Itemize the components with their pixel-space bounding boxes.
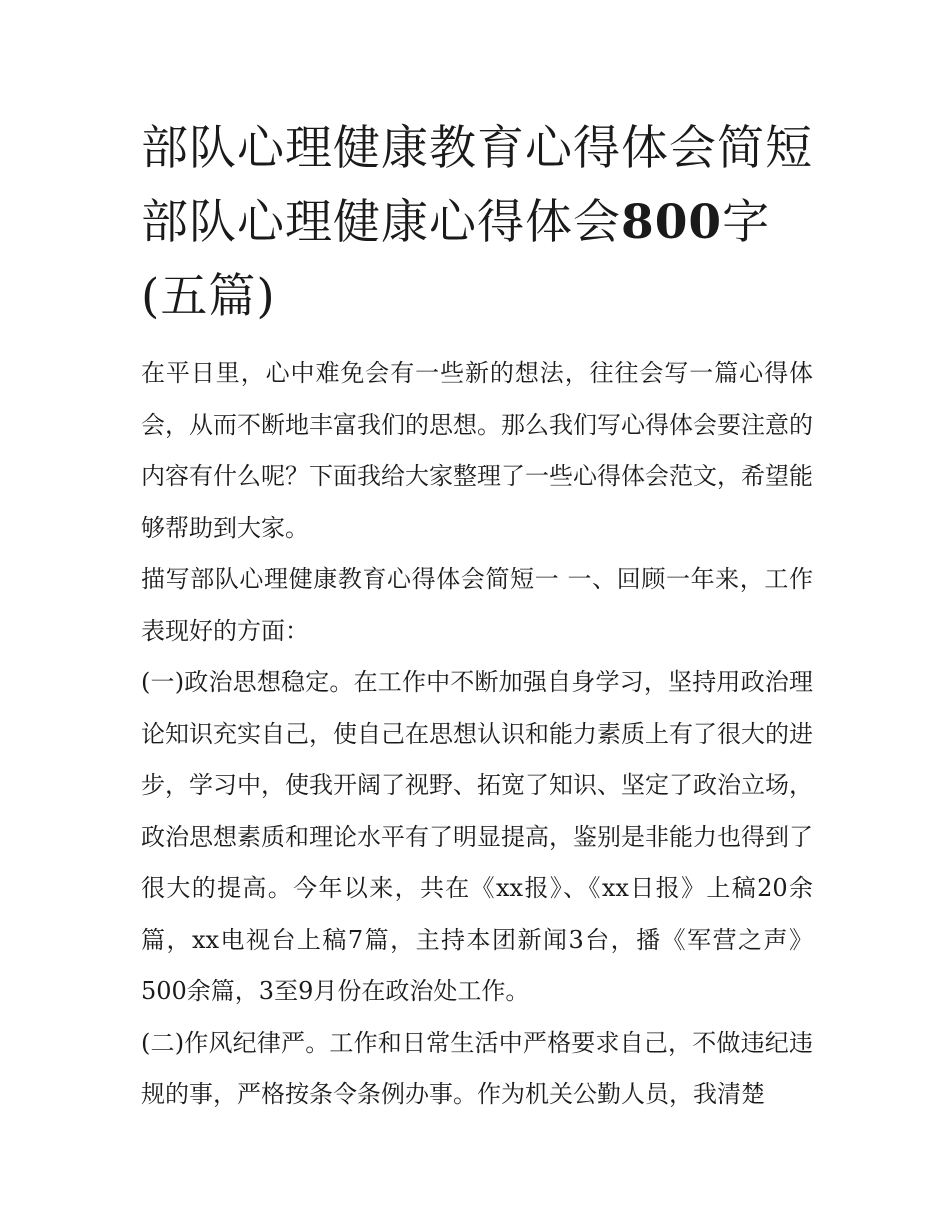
paragraph-section-heading: 描写部队心理健康教育心得体会简短一 一、回顾一年来，工作表现好的方面：: [141, 565, 813, 645]
document-title: 部队心理健康教育心得体会简短 部队心理健康心得体会800字(五篇): [141, 121, 813, 324]
document-body: [141, 112, 813, 1121]
title-number: 800: [621, 195, 723, 250]
paragraph-discipline: (二)作风纪律严。工作和日常生活中严格要求自己，不做违纪违规的事，严格按条令条例办事。作为机关公勤人员，我清楚: [141, 1028, 813, 1108]
paragraph-political-thought: (一)政治思想稳定。在工作中不断加强自身学习，坚持用政治理论知识充实自己，使自己在思想认识和能力素质上有了很大的进步，学习中，使我开阔了视野、拓宽了知识、坚定了政治立场，政治思想素质和理论水平有了明显提高，鉴别是非能力也得到了很大的提高。今年以来，共在《xx报》、《xx日报》上稿20余篇，xx电视台上稿7篇，主持本团新闻3台，播《军营之声》500余篇，3至9月份在政治处工作。: [141, 668, 813, 1005]
paragraph-intro: 在平日里，心中难免会有一些新的想法，往往会写一篇心得体会，从而不断地丰富我们的思想。那么我们写心得体会要注意的内容有什么呢？下面我给大家整理了一些心得体会范文，希望能够帮助到大家。: [141, 359, 813, 542]
